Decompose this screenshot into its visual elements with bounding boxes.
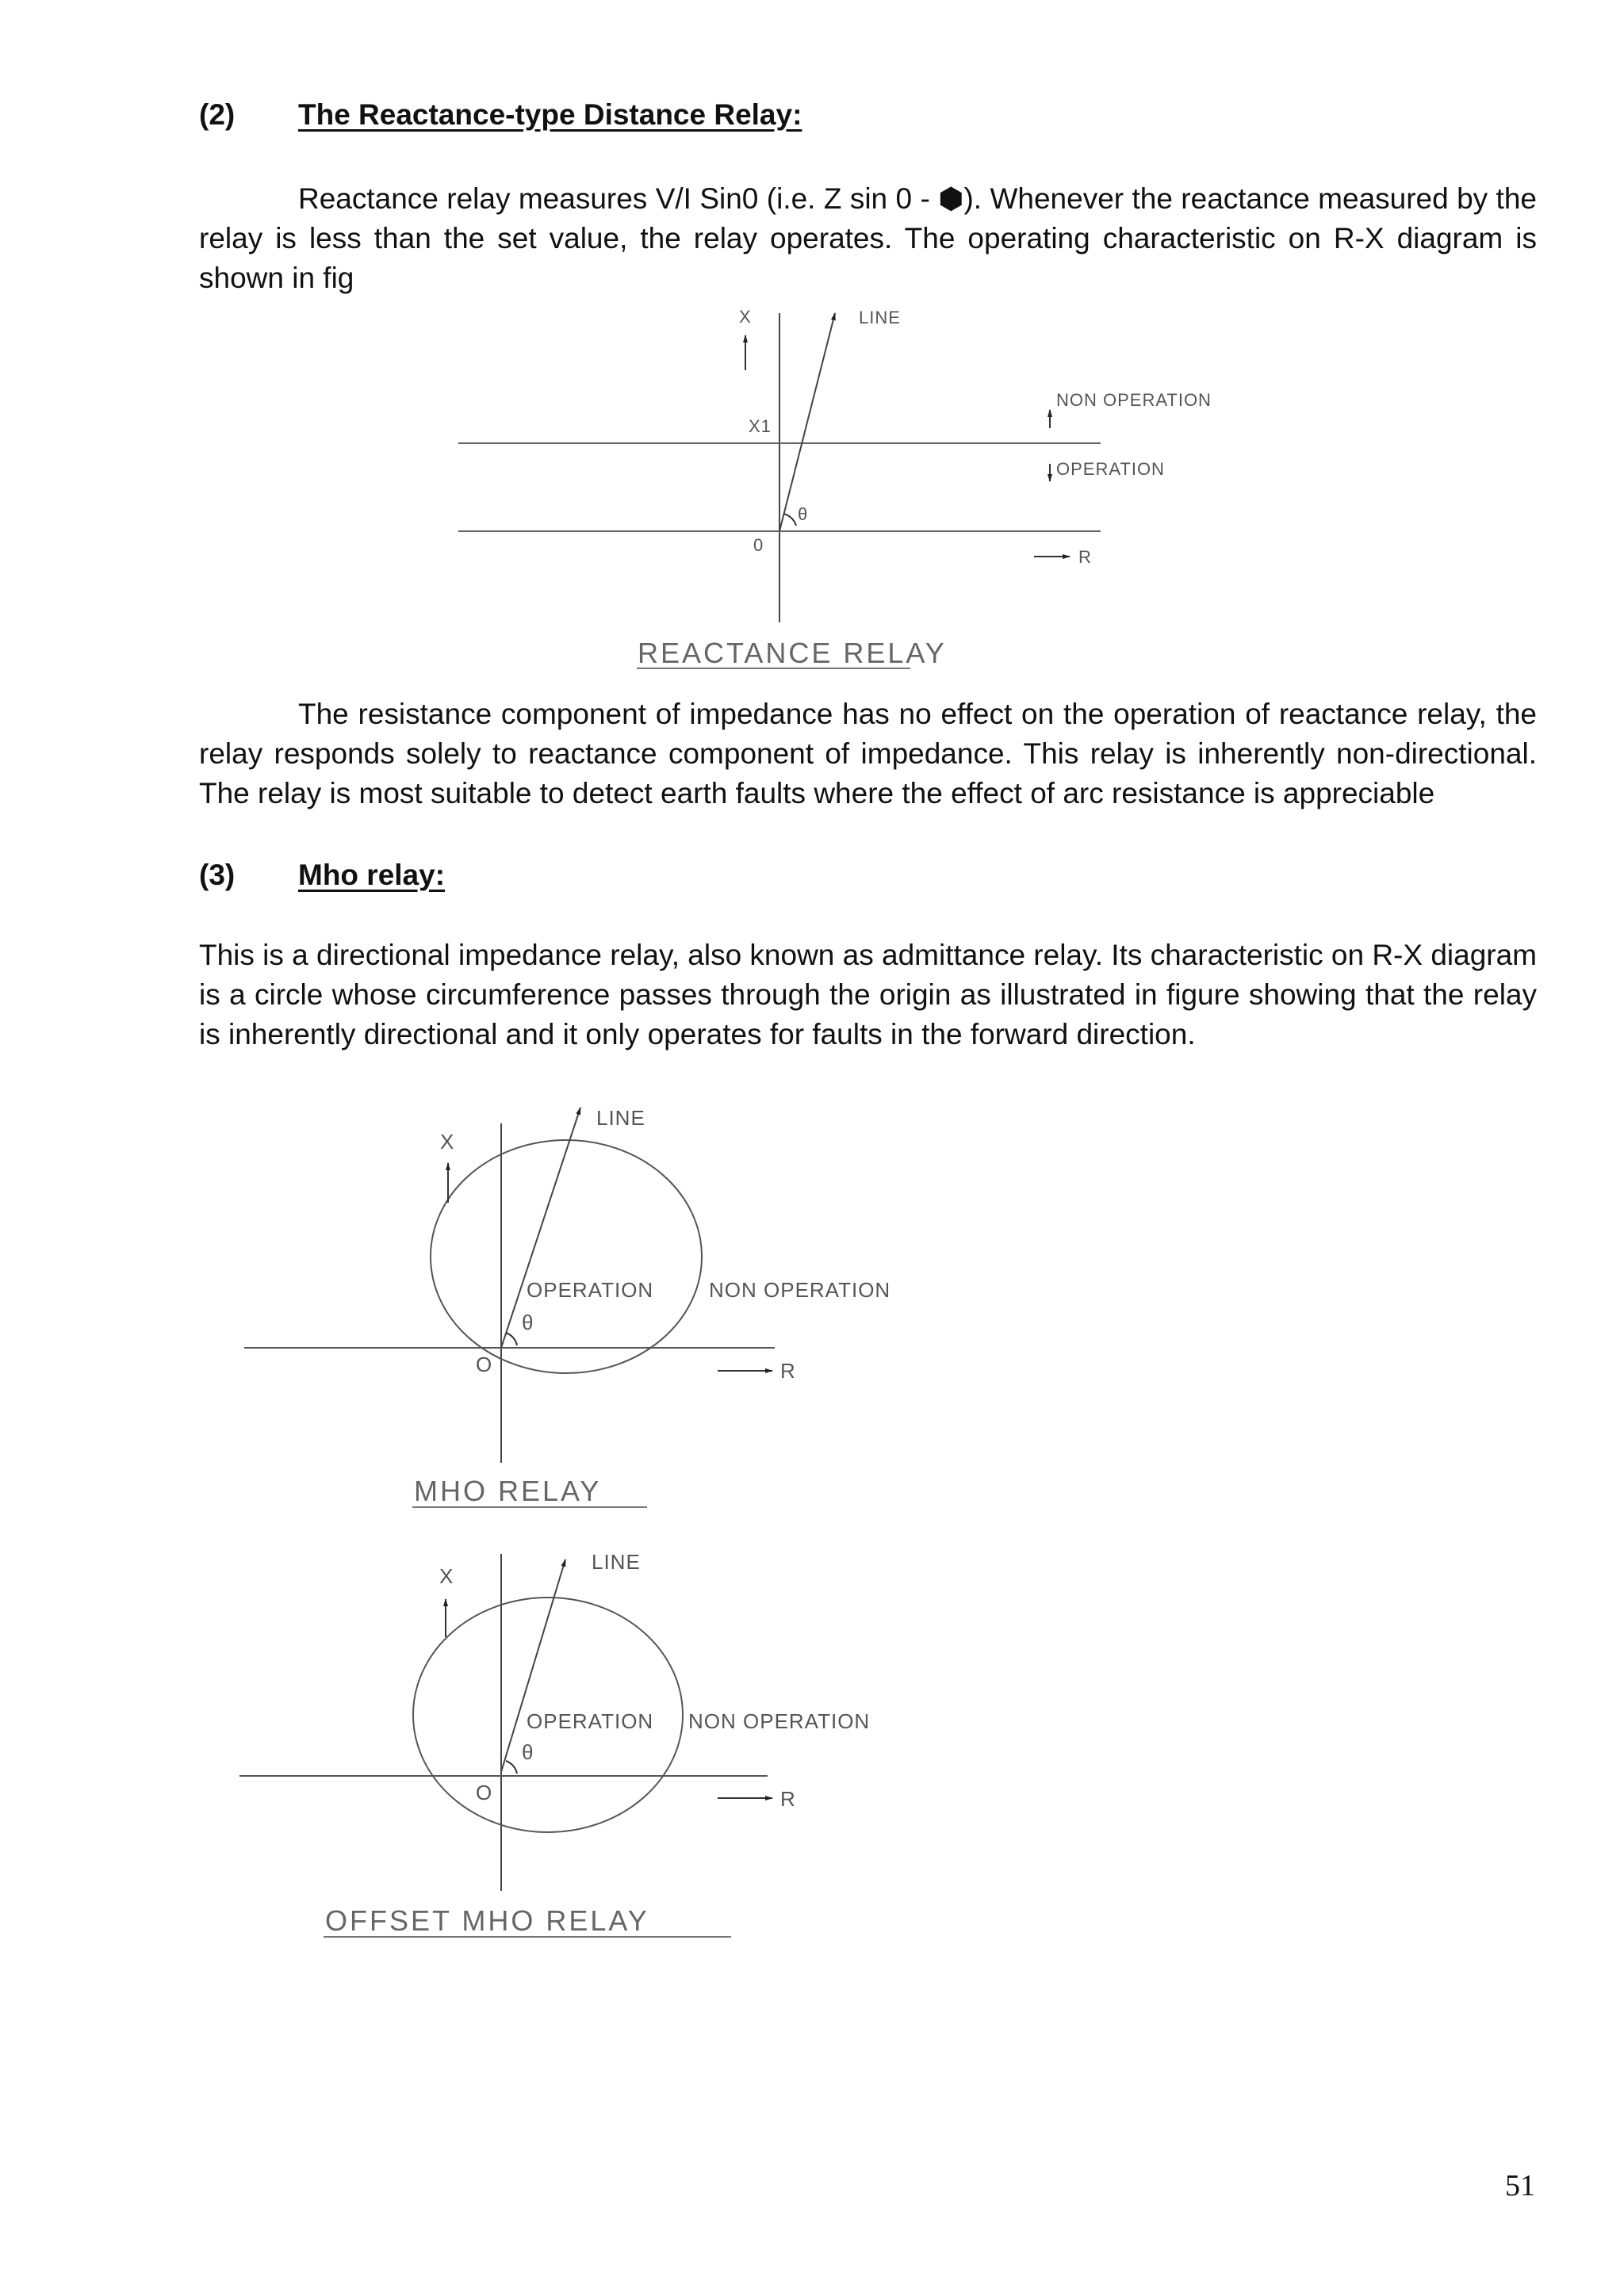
section-3-paragraph — [199, 936, 1537, 1054]
section-2-paragraph-2 — [199, 695, 1537, 813]
line-label: LINE — [596, 1106, 645, 1130]
theta-label: θ — [798, 504, 809, 524]
section-2-number: (2) — [199, 98, 236, 131]
origin-label: O — [476, 1781, 493, 1804]
page-number: 51 — [1505, 2169, 1535, 2202]
x-label: X — [739, 307, 752, 327]
theta-label: θ — [522, 1740, 534, 1764]
line-impedance-arrow — [501, 1108, 580, 1348]
theta-label: θ — [522, 1311, 534, 1334]
operation-label: OPERATION — [527, 1709, 654, 1733]
origin-label: O — [476, 1353, 493, 1376]
offset-mho-relay-caption: OFFSET MHO RELAY — [325, 1904, 649, 1937]
line-label: LINE — [859, 308, 901, 327]
theta-arc — [506, 1333, 517, 1345]
section-2-title: The Reactance-type Distance Relay: — [298, 98, 802, 131]
line-label: LINE — [592, 1550, 641, 1574]
non-operation-label: NON OPERATION — [1056, 390, 1212, 410]
reactance-relay-diagram — [444, 297, 1253, 678]
section-2-paragraph-1-text: Reactance relay measures V/I Sin0 (i.e. Z sin 0 - ⬢). Whenever the reactance measured by the relay is less than the set value, the relay operates. The operating characteristic on R-X diagram is shown in fig — [199, 182, 1537, 294]
section-3-paragraph-text: This is a directional impedance relay, also known as admittance relay. Its characteristic on R-X diagram is a circle whose circumference passes through the origin as illustrated in figure showing that the relay is inherently directional and it only operates for faults in the forward direction. — [199, 939, 1537, 1050]
operation-label: OPERATION — [1056, 459, 1165, 479]
reactance-relay-caption: REACTANCE RELAY — [638, 637, 947, 669]
mho-characteristic-circle — [431, 1140, 702, 1373]
section-3-title: Mho relay: — [298, 859, 446, 891]
x-label: X — [440, 1130, 455, 1154]
r-label: R — [1078, 547, 1092, 567]
r-label: R — [780, 1359, 796, 1383]
section-2-paragraph-2-text: The resistance component of impedance has no effect on the operation of reactance relay, the relay responds solely to reactance component of impedance. This relay is inherently non-directional. The relay is most suitable to detect earth faults where the effect of arc resistance is appreciable — [199, 698, 1537, 809]
offset-mho-relay-diagram — [238, 1542, 952, 1954]
r-label: R — [780, 1787, 796, 1811]
section-2-paragraph-1 — [199, 179, 1537, 298]
section-3-number: (3) — [199, 859, 236, 891]
line-impedance-arrow — [779, 313, 835, 531]
operation-label: OPERATION — [527, 1278, 654, 1302]
theta-arc — [783, 514, 796, 526]
mho-relay-caption: MHO RELAY — [414, 1475, 602, 1507]
mho-relay-diagram — [238, 1098, 952, 1518]
x-label: X — [439, 1564, 454, 1588]
theta-arc — [506, 1761, 517, 1774]
x1-label: X1 — [749, 416, 772, 436]
origin-label: 0 — [753, 535, 764, 555]
non-operation-label: NON OPERATION — [688, 1709, 871, 1733]
non-operation-label: NON OPERATION — [709, 1278, 891, 1302]
